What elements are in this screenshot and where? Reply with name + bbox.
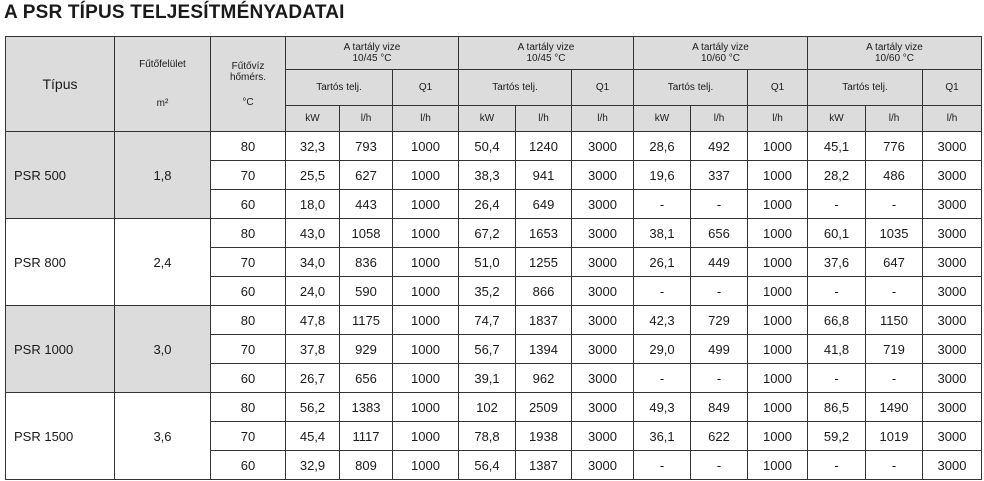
value-cell: 37,8 (286, 335, 340, 364)
value-cell: 3000 (923, 277, 982, 306)
value-cell: - (866, 277, 923, 306)
header-group-2 (459, 37, 634, 70)
value-cell: 1000 (748, 364, 808, 393)
value-cell: 51,0 (459, 248, 516, 277)
value-cell: 443 (340, 190, 393, 219)
value-cell: 793 (340, 132, 393, 161)
value-cell: 26,4 (459, 190, 516, 219)
value-cell: - (634, 277, 691, 306)
value-cell: 656 (340, 364, 393, 393)
value-cell: 2509 (516, 393, 572, 422)
group-line2: 10/60 °C (700, 53, 741, 64)
value-cell: 86,5 (808, 393, 866, 422)
header-tipus: Típus (6, 37, 115, 132)
value-cell: 3000 (572, 190, 634, 219)
value-cell: 627 (340, 161, 393, 190)
value-cell: 1000 (393, 364, 459, 393)
value-cell: 1000 (393, 219, 459, 248)
value-cell: 38,3 (459, 161, 516, 190)
value-cell: 1000 (393, 393, 459, 422)
header-group-4 (808, 37, 982, 70)
temp-cell: 70 (211, 161, 286, 190)
value-cell: 1240 (516, 132, 572, 161)
value-cell: 66,8 (808, 306, 866, 335)
header-q1: Q1 (393, 70, 459, 106)
value-cell: 3000 (572, 161, 634, 190)
header-tartos: Tartós telj. (459, 70, 572, 106)
value-cell: 35,2 (459, 277, 516, 306)
value-cell: 1000 (393, 190, 459, 219)
header-q1: Q1 (748, 70, 808, 106)
value-cell: 1000 (393, 335, 459, 364)
value-cell: 3000 (923, 190, 982, 219)
value-cell: 19,6 (634, 161, 691, 190)
value-cell: 1000 (748, 451, 808, 480)
value-cell: 50,4 (459, 132, 516, 161)
value-cell: 43,0 (286, 219, 340, 248)
performance-table (5, 36, 982, 480)
header-tartos: Tartós telj. (286, 70, 393, 106)
value-cell: 449 (691, 248, 748, 277)
value-cell: 1383 (340, 393, 393, 422)
value-cell: - (691, 190, 748, 219)
value-cell: 3000 (572, 132, 634, 161)
value-cell: - (866, 364, 923, 393)
value-cell: 41,8 (808, 335, 866, 364)
value-cell: 1000 (748, 422, 808, 451)
header-lh: l/h (393, 106, 459, 132)
value-cell: 3000 (572, 248, 634, 277)
header-kw: kW (459, 106, 516, 132)
temp-cell: 60 (211, 277, 286, 306)
value-cell: 28,2 (808, 161, 866, 190)
value-cell: 1653 (516, 219, 572, 248)
header-q1: Q1 (572, 70, 634, 106)
value-cell: 26,1 (634, 248, 691, 277)
value-cell: 1000 (748, 335, 808, 364)
value-cell: 776 (866, 132, 923, 161)
value-cell: - (808, 190, 866, 219)
value-cell: 102 (459, 393, 516, 422)
value-cell: 39,1 (459, 364, 516, 393)
value-cell: 3000 (923, 364, 982, 393)
area-cell: 3,0 (115, 306, 211, 393)
header-kw: kW (634, 106, 691, 132)
value-cell: 49,3 (634, 393, 691, 422)
value-cell: 60,1 (808, 219, 866, 248)
value-cell: 26,7 (286, 364, 340, 393)
type-cell: PSR 500 (6, 132, 115, 219)
value-cell: 29,0 (634, 335, 691, 364)
table-row (6, 306, 982, 335)
header-lh: l/h (748, 106, 808, 132)
value-cell: 1000 (393, 277, 459, 306)
header-kw: kW (808, 106, 866, 132)
value-cell: 28,6 (634, 132, 691, 161)
area-cell: 2,4 (115, 219, 211, 306)
value-cell: 24,0 (286, 277, 340, 306)
value-cell: 1019 (866, 422, 923, 451)
header-lh: l/h (340, 106, 393, 132)
value-cell: 962 (516, 364, 572, 393)
value-cell: 499 (691, 335, 748, 364)
value-cell: 78,8 (459, 422, 516, 451)
header-q1: Q1 (923, 70, 982, 106)
header-tartos: Tartós telj. (808, 70, 923, 106)
temp-cell: 80 (211, 306, 286, 335)
value-cell: 492 (691, 132, 748, 161)
value-cell: 1000 (748, 306, 808, 335)
header-lh: l/h (923, 106, 982, 132)
value-cell: 1000 (393, 248, 459, 277)
value-cell: 1175 (340, 306, 393, 335)
group-line1: A tartály vize (866, 42, 923, 53)
value-cell: 3000 (572, 219, 634, 248)
value-cell: 25,5 (286, 161, 340, 190)
value-cell: 656 (691, 219, 748, 248)
value-cell: 3000 (923, 161, 982, 190)
group-line2: 10/60 °C (874, 53, 915, 64)
value-cell: 1000 (748, 219, 808, 248)
type-cell: PSR 800 (6, 219, 115, 306)
value-cell: - (691, 277, 748, 306)
value-cell: 836 (340, 248, 393, 277)
header-futoviz-unit: °C (242, 96, 254, 108)
header-lh: l/h (866, 106, 923, 132)
value-cell: 32,9 (286, 451, 340, 480)
value-cell: 59,2 (808, 422, 866, 451)
value-cell: 719 (866, 335, 923, 364)
value-cell: 3000 (572, 364, 634, 393)
value-cell: 1000 (748, 132, 808, 161)
value-cell: - (866, 190, 923, 219)
value-cell: 36,1 (634, 422, 691, 451)
value-cell: 1000 (393, 306, 459, 335)
header-futoviz-line1: Fűtővíz (231, 60, 265, 72)
header-lh: l/h (691, 106, 748, 132)
value-cell: 1000 (748, 248, 808, 277)
value-cell: 3000 (923, 306, 982, 335)
value-cell: 941 (516, 161, 572, 190)
header-futofelulet (115, 37, 211, 132)
value-cell: 34,0 (286, 248, 340, 277)
value-cell: - (634, 451, 691, 480)
header-futoviz-line2: hőmérs. (229, 71, 267, 83)
header-futofelulet-label: Fűtőfelület (139, 59, 186, 70)
value-cell: - (691, 451, 748, 480)
table-row (6, 393, 982, 422)
value-cell: 1150 (866, 306, 923, 335)
value-cell: 647 (866, 248, 923, 277)
value-cell: 3000 (572, 277, 634, 306)
value-cell: 1000 (393, 422, 459, 451)
value-cell: - (808, 364, 866, 393)
value-cell: 3000 (923, 393, 982, 422)
value-cell: 3000 (572, 335, 634, 364)
header-tartos: Tartós telj. (634, 70, 748, 106)
value-cell: 74,7 (459, 306, 516, 335)
value-cell: 929 (340, 335, 393, 364)
value-cell: 32,3 (286, 132, 340, 161)
value-cell: 3000 (923, 132, 982, 161)
value-cell: 3000 (923, 422, 982, 451)
value-cell: 337 (691, 161, 748, 190)
value-cell: - (866, 451, 923, 480)
value-cell: 56,4 (459, 451, 516, 480)
value-cell: 1117 (340, 422, 393, 451)
table-row (6, 219, 982, 248)
group-line1: A tartály vize (517, 42, 575, 53)
value-cell: 1490 (866, 393, 923, 422)
value-cell: 38,1 (634, 219, 691, 248)
temp-cell: 80 (211, 219, 286, 248)
value-cell: 67,2 (459, 219, 516, 248)
value-cell: 3000 (572, 393, 634, 422)
type-cell: PSR 1500 (6, 393, 115, 480)
value-cell: 1000 (393, 161, 459, 190)
header-kw: kW (286, 106, 340, 132)
value-cell: 3000 (572, 306, 634, 335)
value-cell: 1000 (748, 190, 808, 219)
value-cell: 1387 (516, 451, 572, 480)
temp-cell: 60 (211, 190, 286, 219)
temp-cell: 70 (211, 335, 286, 364)
value-cell: 590 (340, 277, 393, 306)
value-cell: 3000 (923, 248, 982, 277)
page-title: A PSR TÍPUS TELJESÍTMÉNYADATAI (4, 2, 345, 23)
header-group-1 (286, 37, 459, 70)
temp-cell: 70 (211, 248, 286, 277)
temp-cell: 80 (211, 393, 286, 422)
value-cell: 1035 (866, 219, 923, 248)
value-cell: 45,1 (808, 132, 866, 161)
value-cell: - (634, 364, 691, 393)
value-cell: 18,0 (286, 190, 340, 219)
temp-cell: 80 (211, 132, 286, 161)
value-cell: 56,2 (286, 393, 340, 422)
value-cell: 1000 (748, 277, 808, 306)
value-cell: 45,4 (286, 422, 340, 451)
value-cell: 47,8 (286, 306, 340, 335)
value-cell: 1000 (393, 451, 459, 480)
header-futoviz (211, 37, 286, 132)
value-cell: - (634, 190, 691, 219)
temp-cell: 70 (211, 422, 286, 451)
value-cell: 1394 (516, 335, 572, 364)
temp-cell: 60 (211, 451, 286, 480)
value-cell: 1000 (748, 393, 808, 422)
group-line2: 10/45 °C (352, 53, 392, 64)
header-lh: l/h (572, 106, 634, 132)
value-cell: 56,7 (459, 335, 516, 364)
value-cell: 622 (691, 422, 748, 451)
table-body (6, 132, 982, 480)
value-cell: 1000 (393, 132, 459, 161)
value-cell: 729 (691, 306, 748, 335)
value-cell: 3000 (923, 451, 982, 480)
value-cell: 486 (866, 161, 923, 190)
value-cell: - (808, 451, 866, 480)
value-cell: 1938 (516, 422, 572, 451)
value-cell: 3000 (923, 335, 982, 364)
type-cell: PSR 1000 (6, 306, 115, 393)
value-cell: 1000 (748, 161, 808, 190)
temp-cell: 60 (211, 364, 286, 393)
group-line1: A tartály vize (343, 42, 401, 53)
value-cell: 1058 (340, 219, 393, 248)
value-cell: 3000 (572, 451, 634, 480)
group-line1: A tartály vize (692, 42, 749, 53)
header-futofelulet-unit: m² (156, 98, 169, 109)
table-row (6, 132, 982, 161)
value-cell: 37,6 (808, 248, 866, 277)
area-cell: 1,8 (115, 132, 211, 219)
value-cell: - (808, 277, 866, 306)
value-cell: 849 (691, 393, 748, 422)
value-cell: 866 (516, 277, 572, 306)
value-cell: 3000 (923, 219, 982, 248)
area-cell: 3,6 (115, 393, 211, 480)
value-cell: 3000 (572, 422, 634, 451)
value-cell: 809 (340, 451, 393, 480)
value-cell: 1837 (516, 306, 572, 335)
value-cell: 649 (516, 190, 572, 219)
value-cell: 1255 (516, 248, 572, 277)
group-line2: 10/45 °C (526, 53, 566, 64)
value-cell: 42,3 (634, 306, 691, 335)
header-lh: l/h (516, 106, 572, 132)
header-group-3 (634, 37, 808, 70)
value-cell: - (691, 364, 748, 393)
